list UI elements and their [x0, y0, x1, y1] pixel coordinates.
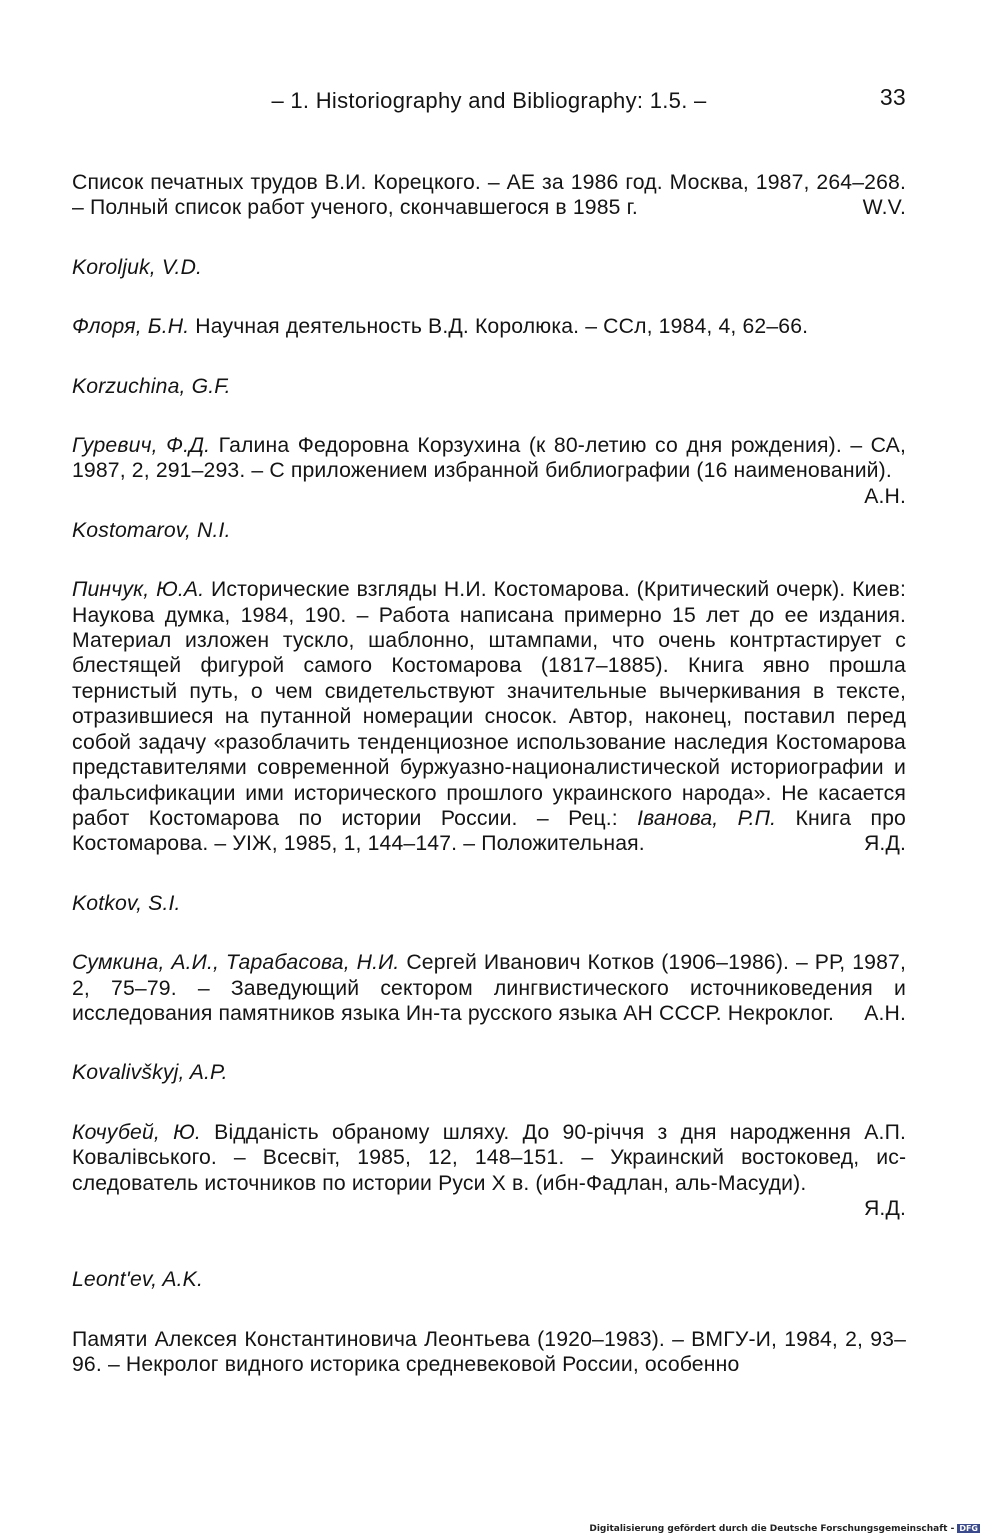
bibliography-entry — [72, 255, 906, 340]
entry-author: Кочубей, Ю. — [72, 1120, 201, 1144]
entry-author: Сумкина, А.И., Тарабасова, Н.И. — [72, 951, 400, 975]
entry-author: Пинчук, Ю.А. — [72, 578, 205, 602]
reviewer-signature: Я.Д. — [863, 1196, 906, 1220]
entry-body: Галина Федоровна Корзухина (к 80-летию со дня рождения). – СА, 1987, 2, 291–293. – С приложением избранной библиографии (16 наименований). — [72, 434, 906, 483]
entry-body: Исторические взгляды Н.И. Костомарова. (Критический очерк). Киев: Наукова думка, 1984, 190. – Работа написана примерно 15 лет до ее издания. Материал изложен тускло, шаблонно, штампами, что очень контртастирует с блестящей фигурой самого Костомарова (1817–1885). Книга явно прошла тернистый путь, о чем свидетельствуют значительные вычеркивания в тексте, отразившиеся на путанной номерации сносок. Автор, наконец, поставил перед собой задачу «разоблачить тенденциозное использование наследия Костомарова представителями современной буржуазно-националистической историографии и фальсификации ими исторического прошлого украинского народа». Не касается работ Костомарова по истории России. – Рец.: — [72, 578, 906, 830]
review-author: Іванова, Р.П. — [637, 806, 777, 830]
page-header — [72, 84, 906, 124]
review-body: Книга про Костомарова. – УІЖ, 1985, 1, 144–147. – Положительная. — [72, 806, 906, 856]
bibliography-entry — [72, 374, 906, 508]
entry-heading: Korzuchina, G.F. — [72, 374, 231, 398]
entry-text — [72, 1120, 906, 1196]
entry-body: Відданість обраному шляху. До 90-річчя з дня народження А.П. Ковалівського. – Всесвіт, 1985, 12, 148–151. – Украинский востоковед, исследователь источников по истории Руси Х в. (ибн-Фадлан, аль-Масуди). — [72, 1120, 906, 1195]
entry-body: Памяти Алексея Константиновича Леонтьева (1920–1983). – ВМГУ-И, 1984, 2, 93–96. – Некролог видного историка средневековой России, особенно — [72, 1327, 906, 1377]
entry-text — [72, 314, 906, 339]
entry-body: Научная деятельность В.Д. Королюка. – ССл, 1984, 4, 62–66. — [189, 315, 809, 339]
reviewer-signature: А.Н. — [864, 1001, 906, 1025]
page-number: 33 — [879, 84, 906, 110]
entry-author: Гуревич, Ф.Д. — [72, 434, 211, 458]
entry-text — [72, 577, 906, 856]
entry-body: Список печатных трудов В.И. Корецкого. – АЕ за 1986 год. Москва, 1987, 264–268. – Полный список работ ученого, скончавшегося в 1985 г. — [72, 171, 906, 220]
bibliography-entry — [72, 1060, 906, 1221]
entry-text — [72, 1327, 906, 1378]
reviewer-signature: Я.Д. — [863, 832, 906, 856]
entry-heading: Kostomarov, N.I. — [72, 518, 231, 542]
entry-author: Флоря, Б.Н. — [72, 315, 190, 339]
dfg-logo: DFG — [959, 1524, 978, 1533]
entry-heading: Kovalivškyj, A.P. — [72, 1061, 228, 1085]
entry-text — [72, 950, 906, 1026]
bibliography-content — [72, 170, 906, 1412]
bibliography-entry — [72, 170, 906, 221]
running-title: – 1. Historiography and Bibliography: 1.5. – — [271, 88, 707, 113]
entry-heading: Leont'ev, A.K. — [72, 1268, 203, 1292]
digitization-footer — [589, 1524, 980, 1534]
entry-heading: Koroljuk, V.D. — [72, 255, 203, 279]
reviewer-signature: А.Н. — [864, 484, 906, 508]
entry-heading: Kotkov, S.I. — [72, 891, 181, 915]
bibliography-entry — [72, 891, 906, 1027]
entry-text — [72, 433, 906, 508]
bibliography-entry — [72, 518, 906, 857]
footer-text: Digitalisierung gefördert durch die Deutsche Forschungsgemeinschaft - — [589, 1524, 955, 1534]
reviewer-signature: W.V. — [862, 196, 906, 220]
entry-text — [72, 170, 906, 221]
bibliography-entry — [72, 1267, 906, 1377]
entry-body: Сергей Иванович Котков (1906–1986). – РР, 1987, 2, 75–79. – Заведующий сектором лингвистического источниковедения и исследования памятников языка Ин-та русского языка АН СССР. Некроклог. — [72, 951, 906, 1025]
